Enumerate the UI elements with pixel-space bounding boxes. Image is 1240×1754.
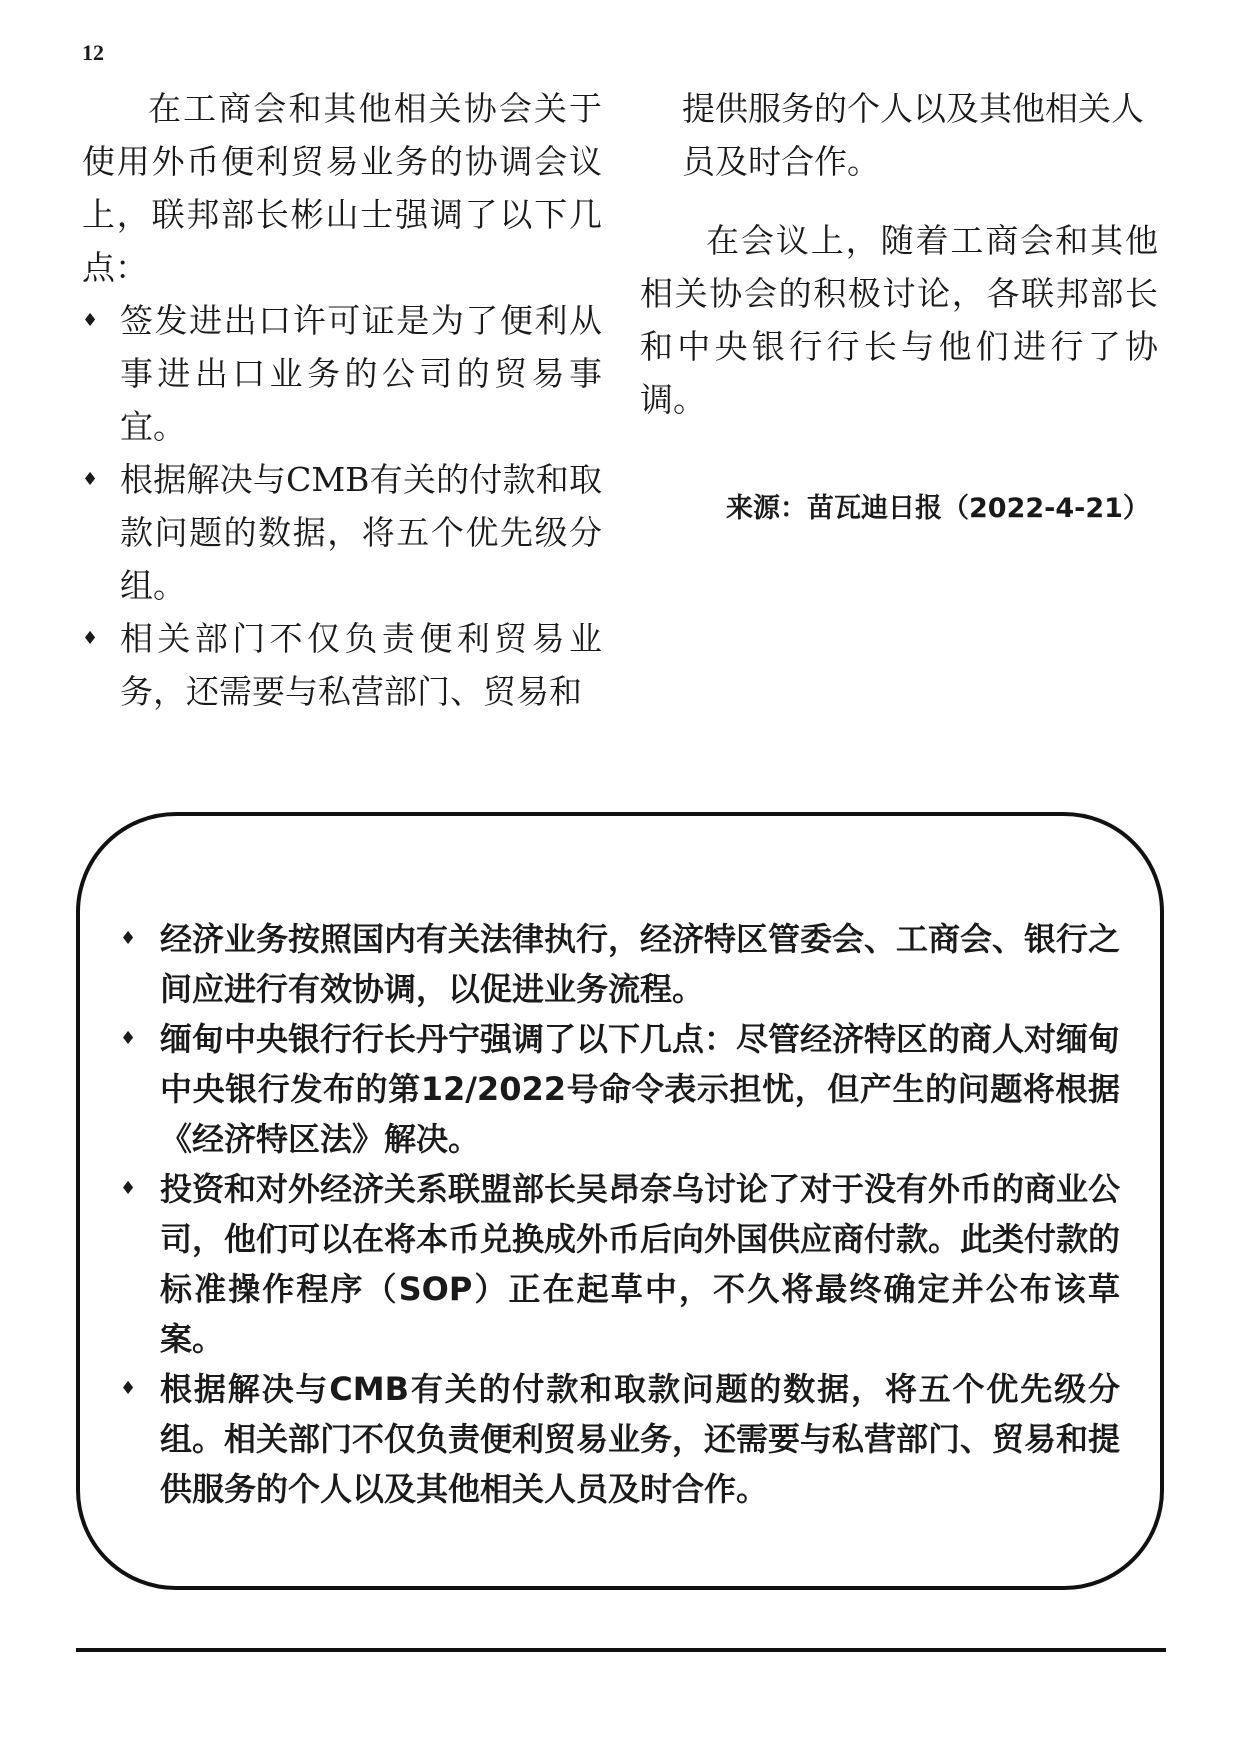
- summary-bullet-list: [120, 914, 1120, 1514]
- list-item-text: 根据解决与CMB有关的付款和取款问题的数据，将五个优先级分组。: [120, 460, 602, 605]
- list-item-text: 根据解决与CMB有关的付款和取款问题的数据，将五个优先级分组。相关部门不仅负责便利贸易业务，还需要与私营部门、贸易和提供服务的个人以及其他相关人员及时合作。: [160, 1370, 1121, 1508]
- diamond-bullet-icon: ♦: [120, 1378, 137, 1399]
- diamond-bullet-icon: ♦: [82, 469, 99, 490]
- list-item: [120, 1164, 1120, 1364]
- summary-box: [76, 812, 1164, 1590]
- list-item-text: 缅甸中央银行行长丹宁强调了以下几点：尽管经济特区的商人对缅甸中央银行发布的第12/2022号命令表示担忧，但产生的问题将根据《经济特区法》解决。: [160, 1020, 1121, 1158]
- list-item: [120, 914, 1120, 1014]
- spacer: [640, 188, 1158, 214]
- diamond-bullet-icon: ♦: [120, 1028, 137, 1049]
- page-number: 12: [82, 40, 104, 65]
- footer-divider: [76, 1648, 1166, 1652]
- continuation-text: 提供服务的个人以及其他相关人员及时合作。: [682, 89, 1144, 181]
- right-column: [640, 82, 1158, 535]
- intro-paragraph: 在工商会和其他相关协会关于使用外币便利贸易业务的协调会议上，联邦部长彬山士强调了以下几点：: [82, 89, 602, 287]
- list-item-text: 投资和对外经济关系联盟部长吴昂奈乌讨论了对于没有外币的商业公司，他们可以在将本币兑换成外币后向外国供应商付款。此类付款的标准操作程序（SOP）正在起草中，不久将最终确定并公布该草案。: [160, 1170, 1121, 1358]
- list-item-text: 相关部门不仅负责便利贸易业务，还需要与私营部门、贸易和: [120, 619, 602, 711]
- list-item: [82, 294, 602, 453]
- meeting-paragraph: 在会议上，随着工商会和其他相关协会的积极讨论，各联邦部长和中央银行行长与他们进行了协调。: [640, 221, 1158, 419]
- diamond-bullet-icon: ♦: [82, 310, 99, 331]
- list-item-text: 经济业务按照国内有关法律执行，经济特区管委会、工商会、银行之间应进行有效协调，以促进业务流程。: [160, 920, 1121, 1008]
- source-citation: 来源：苗瓦迪日报（2022-4-21）: [726, 493, 1150, 524]
- diamond-bullet-icon: ♦: [82, 628, 99, 649]
- list-item: [120, 1014, 1120, 1164]
- diamond-bullet-icon: ♦: [120, 1178, 137, 1199]
- list-item: [82, 453, 602, 612]
- diamond-bullet-icon: ♦: [120, 928, 137, 949]
- left-bullet-list: [82, 294, 602, 718]
- list-item: [82, 612, 602, 718]
- list-item: [120, 1364, 1120, 1514]
- list-item-text: 签发进出口许可证是为了便利从事进出口业务的公司的贸易事宜。: [120, 301, 602, 446]
- left-column: [82, 82, 602, 718]
